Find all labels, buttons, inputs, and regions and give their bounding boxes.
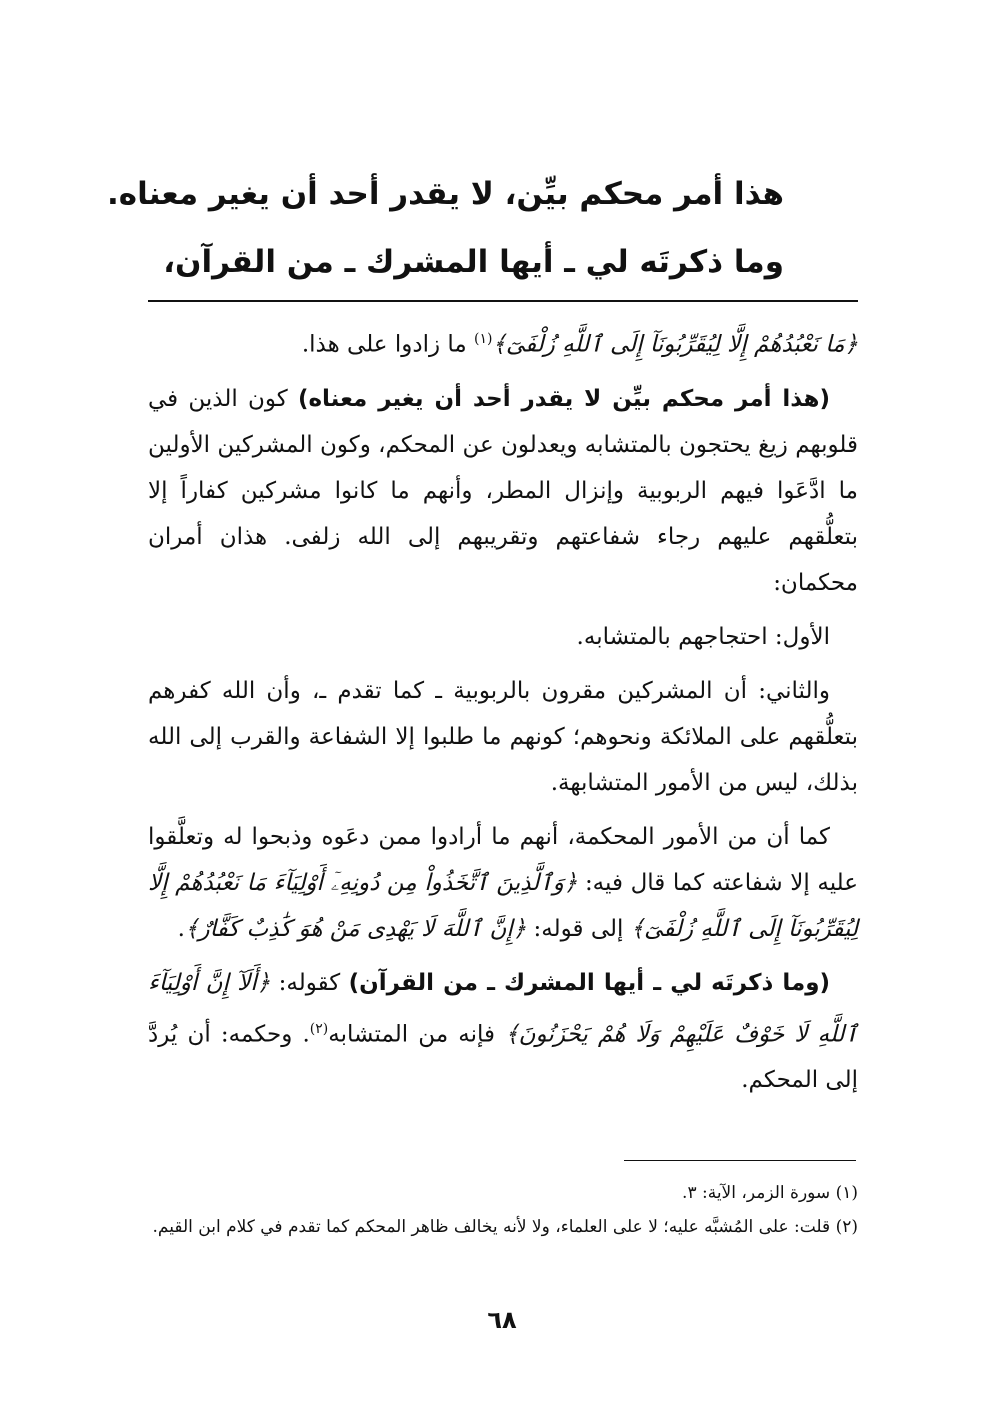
quran-verse: ﴿مَا نَعْبُدُهُمْ إِلَّا لِيُقَرِّبُونَآ إِلَى ٱللَّهِ زُلْفَىٓ﴾ <box>492 331 858 358</box>
footnote-divider <box>624 1160 856 1161</box>
quoted-heading-2: (وما ذكرتَه لي ـ أيها المشرك ـ من القرآن) <box>348 969 830 996</box>
footnote-ref-1: (١) <box>474 331 493 347</box>
header-line-2: وما ذكرتَه لي ـ أيها المشرك ـ من القرآن، <box>163 244 784 280</box>
paragraph-1-text: ما زادوا على هذا. <box>301 331 475 358</box>
page-number: ٦٨ <box>487 1306 517 1334</box>
paragraph-5-text-2: إلى قوله: <box>526 915 631 942</box>
footnote-1: (١) سورة الزمر، الآية: ٣. <box>682 1183 858 1203</box>
footnotes <box>148 1178 858 1246</box>
quran-verse: ﴿أَلَآ إِنَّ أَوْلِيَآءَ ٱللَّهِ لَا خَوْفٌ عَلَيْهِمْ وَلَا هُمْ يَحْزَنُونَ﴾ <box>148 969 859 1048</box>
quoted-heading-1: (هذا أمر محكم بيِّن لا يقدر أحد أن يغير معناه) <box>297 385 830 412</box>
paragraph-5 <box>148 814 858 952</box>
paragraph-4: والثاني: أن المشركين مقرون بالربوبية ـ كما تقدم ـ، وأن الله كفرهم بتعلُّقهم على الملائكة ونحوهم؛ كونهم ما طلبوا إلا الشفاعة والقرب إلى الله بذلك، ليس من الأمور المتشابهة. <box>148 677 858 796</box>
paragraph-6-text-3: . وحكمه: أن يُردَّ إلى المحكم. <box>148 1021 858 1094</box>
footnote-ref-2: (٢) <box>309 1020 329 1037</box>
header-divider <box>148 300 858 302</box>
paragraph-3: الأول: احتجاجهم بالمتشابه. <box>576 623 830 650</box>
header-line-1: هذا أمر محكم بيِّن، لا يقدر أحد أن يغير معناه. <box>107 176 784 212</box>
paragraph-5-text-3: . <box>177 915 185 942</box>
main-text <box>148 316 858 1111</box>
paragraph-6-text-2: فإنه من المتشابه <box>328 1021 506 1048</box>
footnote-2: (٢) قلت: على المُشبَّه عليه؛ لا على العلماء، ولا لأنه يخالف ظاهر المحكم كما تقدم في كلام ابن القيم. <box>152 1217 858 1237</box>
quran-verse: ﴿إِنَّ ٱللَّهَ لَا يَهْدِى مَنْ هُوَ كَٰذِبٌ كَفَّارٌ﴾ <box>184 915 527 942</box>
paragraph-6-text-1: كقوله: <box>270 969 349 996</box>
quran-verse: ﴿وَٱلَّذِينَ ٱتَّخَذُواْ مِن دُونِهِۦٓ أَوْلِيَآءَ مَا نَعْبُدُهُمْ إِلَّا لِيُقَرِّبُونَآ إِلَى ٱللَّهِ زُلْفَىٓ﴾ <box>148 869 858 942</box>
paragraph-5-text-1: كما أن من الأمور المحكمة، أنهم ما أرادوا ممن دعَوه وذبحوا له وتعلَّقوا عليه إلا شفاعته كما قال فيه: <box>148 823 858 896</box>
page-header <box>107 160 784 296</box>
paragraph-2 <box>148 376 858 606</box>
paragraph-1 <box>148 316 858 368</box>
paragraph-2-text: كون الذين في قلوبهم زيغ يحتجون بالمتشابه ويعدلون عن المحكم، وكون المشركين الأولين ما ادَّعَوا فيهم الربوبية وإنزال المطر، وأنهم ما كانوا مشركين كفاراً إلا بتعلُّقهم عليهم رجاء شفاعتهم وتقريبهم إلى الله زلفى. هذان أمران محكمان: <box>148 385 858 596</box>
paragraph-6 <box>148 960 858 1104</box>
